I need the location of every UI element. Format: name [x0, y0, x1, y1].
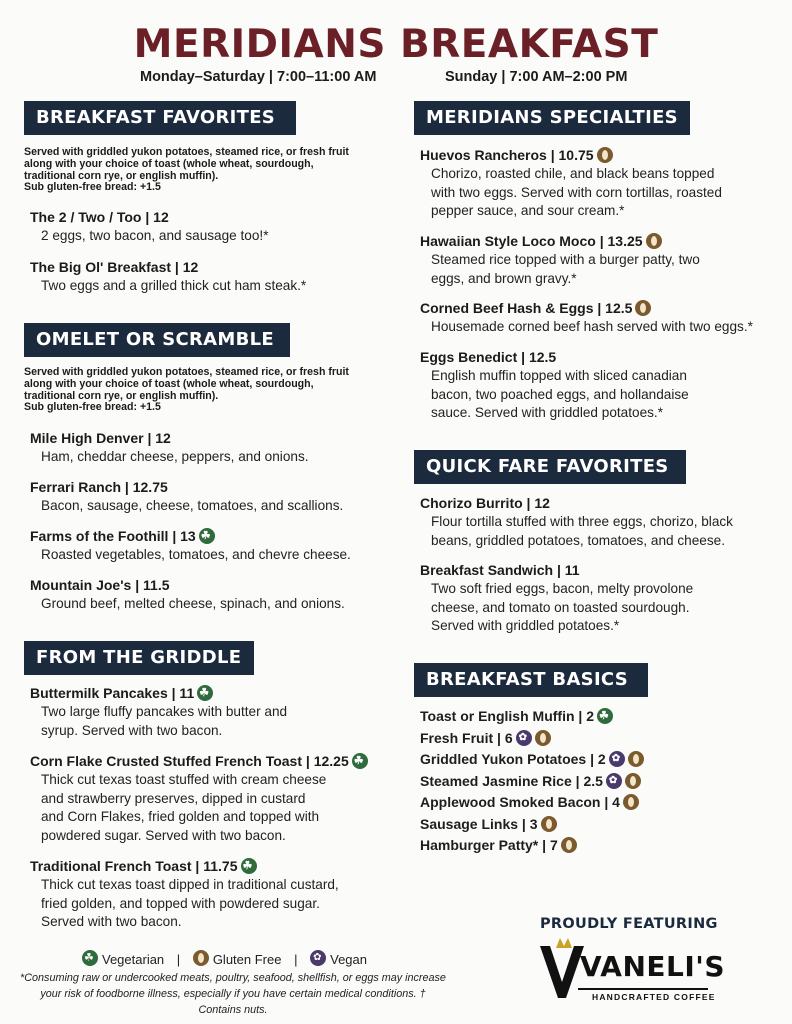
vegan-icon: [516, 730, 532, 746]
logo-wordmark: VANELI'S: [580, 950, 725, 983]
list-item: [420, 814, 644, 836]
menu-item-desc: English muffin topped with sliced canadian bacon, two poached eggs, and hollandaise sauce. Served with griddled potatoes.*: [431, 368, 689, 420]
section-heading-breakfast-favorites: BREAKFAST FAVORITES: [24, 101, 296, 135]
vegetarian-icon: [197, 685, 213, 701]
menu-item: [420, 493, 733, 550]
section-heading-quick-fare: QUICK FARE FAVORITES: [414, 450, 686, 484]
list-item-text: Applewood Smoked Bacon | 4: [420, 794, 620, 810]
menu-item-name: The Big Ol' Breakfast | 12: [30, 259, 199, 275]
list-item-text: Fresh Fruit | 6: [420, 729, 513, 746]
list-item-text: Toast or English Muffin | 2: [420, 708, 594, 724]
gluten-free-icon: [623, 794, 639, 810]
menu-item-name: Ferrari Ranch | 12.75: [30, 479, 168, 495]
menu-item-desc: Two large fluffy pancakes with butter and syrup. Served with two bacon.: [41, 704, 288, 738]
list-item-text: Hamburger Patty* | 7: [420, 837, 558, 853]
list-item: [420, 728, 644, 750]
vegetarian-icon: [199, 528, 215, 544]
gluten-free-icon: [193, 950, 209, 966]
list-item: [420, 792, 644, 814]
menu-item: [30, 477, 343, 516]
menu-item-name: [420, 298, 753, 318]
menu-item-desc: Housemade corned beef hash served with two eggs.*: [431, 319, 753, 334]
menu-item: [30, 856, 339, 932]
gluten-free-icon: [561, 837, 577, 853]
menu-item-name: [420, 145, 722, 165]
gluten-free-icon: [541, 816, 557, 832]
list-item: [420, 706, 644, 728]
legend-vegan: Vegan: [330, 952, 367, 968]
dietary-legend: [82, 950, 367, 967]
vegetarian-icon: [352, 753, 368, 769]
section-heading-griddle: FROM THE GRIDDLE: [24, 641, 254, 675]
menu-item-name: [30, 751, 368, 771]
proudly-featuring: PROUDLY FEATURING: [540, 916, 718, 932]
menu-item-desc: Bacon, sausage, cheese, tomatoes, and scallions.: [41, 498, 344, 513]
gluten-free-icon: [635, 300, 651, 316]
menu-item-name: [30, 683, 287, 703]
menu-item-desc: Flour tortilla stuffed with three eggs, chorizo, black beans, griddled potatoes, tomatoes, and cheese.: [431, 514, 733, 548]
legend-vegetarian: Vegetarian: [102, 952, 165, 968]
menu-item-name: [30, 856, 339, 876]
logo-crown-icon: [556, 938, 572, 948]
section-heading-specialties: MERIDIANS SPECIALTIES: [414, 101, 690, 135]
logo-subtitle: HANDCRAFTED COFFEE: [592, 992, 716, 1002]
section-intro: Served with griddled yukon potatoes, steamed rice, or fresh fruit along with your choice of toast (whole wheat, sourdough, traditional corn rye, or english muffin). Sub gluten-free bread: +1.5: [24, 146, 349, 194]
menu-item-name: Eggs Benedict | 12.5: [420, 349, 557, 365]
list-item-text: Sausage Links | 3: [420, 815, 538, 832]
menu-title: MERIDIANS BREAKFAST: [133, 22, 659, 67]
menu-item: [30, 526, 351, 565]
menu-item: [30, 257, 306, 296]
list-item: [420, 835, 644, 857]
basics-list: [420, 706, 644, 857]
list-item-text: Steamed Jasmine Rice | 2.5: [420, 772, 603, 789]
menu-item: [30, 575, 345, 614]
menu-item-name: Chorizo Burrito | 12: [420, 495, 550, 511]
vegetarian-icon: [597, 708, 613, 724]
menu-item: [420, 560, 693, 636]
menu-item: [30, 428, 309, 467]
menu-item-name-text: Corn Flake Crusted Stuffed French Toast | 12.25: [30, 753, 349, 769]
section-heading-basics: BREAKFAST BASICS: [414, 663, 648, 697]
menu-item-desc: Steamed rice topped with a burger patty, two eggs, and brown gravy.*: [431, 252, 700, 286]
menu-item: [30, 207, 268, 246]
menu-item-name-text: Traditional French Toast | 11.75: [30, 858, 238, 874]
menu-item-name-text: Hawaiian Style Loco Moco | 13.25: [420, 233, 643, 249]
menu-item-name: Breakfast Sandwich | 11: [420, 562, 580, 578]
menu-item: [30, 751, 368, 845]
hours-sunday: Sunday | 7:00 AM–2:00 PM: [445, 69, 628, 85]
vegetarian-icon: [241, 858, 257, 874]
menu-item-name-text: Farms of the Foothill | 13: [30, 528, 196, 544]
vegan-icon: [606, 773, 622, 789]
menu-item-name: Mile High Denver | 12: [30, 430, 171, 446]
menu-item-desc: Thick cut texas toast dipped in traditional custard, fried golden, and topped with powdered sugar. Served with two bacon.: [41, 877, 339, 929]
vegetarian-icon: [82, 950, 98, 966]
menu-item: [420, 347, 689, 423]
menu-item-desc: Roasted vegetables, tomatoes, and chevre cheese.: [41, 547, 351, 562]
section-intro: Served with griddled yukon potatoes, steamed rice, or fresh fruit along with your choice of toast (whole wheat, sourdough, traditional corn rye, or english muffin). Sub gluten-free bread: +1.5: [24, 366, 349, 414]
menu-item-name-text: Corned Beef Hash & Eggs | 12.5: [420, 300, 633, 316]
menu-item: [30, 683, 287, 740]
gluten-free-icon: [597, 147, 613, 163]
logo-v-mark: [540, 946, 584, 998]
menu-item-desc: Two soft fried eggs, bacon, melty provolone cheese, and tomato on toasted sourdough. Served with griddled potatoes.*: [431, 581, 694, 633]
health-footnote: *Consuming raw or undercooked meats, poultry, seafood, shellfish, or eggs may increase your risk of foodborne illness, especially if you have certain medical conditions. † Contains nuts.: [20, 972, 446, 1016]
menu-item-desc: Ground beef, melted cheese, spinach, and onions.: [41, 596, 345, 611]
vegan-icon: [310, 950, 326, 966]
list-item-text: Griddled Yukon Potatoes | 2: [420, 751, 606, 767]
menu-item-desc: Chorizo, roasted chile, and black beans topped with two eggs. Served with corn tortillas, roasted pepper sauce, and sour cream.*: [431, 166, 722, 218]
gluten-free-icon: [625, 773, 641, 789]
vegan-icon: [609, 751, 625, 767]
menu-item-name: Mountain Joe's | 11.5: [30, 577, 170, 593]
menu-item: [420, 145, 722, 221]
menu-item-desc: Ham, cheddar cheese, peppers, and onions.: [41, 449, 309, 464]
menu-item-name-text: Buttermilk Pancakes | 11: [30, 685, 195, 701]
logo-underline: [578, 988, 708, 990]
legend-separator: |: [294, 952, 298, 968]
menu-item-name: The 2 / Two / Too | 12: [30, 209, 169, 225]
gluten-free-icon: [628, 751, 644, 767]
legend-gluten-free: Gluten Free: [212, 952, 282, 968]
gluten-free-icon: [535, 730, 551, 746]
menu-item-desc: 2 eggs, two bacon, and sausage too!*: [41, 228, 269, 243]
list-item: [420, 771, 644, 793]
menu-item-name: [420, 231, 700, 251]
legend-separator: |: [176, 952, 181, 968]
menu-item: [420, 298, 753, 337]
menu-item-desc: Thick cut texas toast stuffed with cream cheese and strawberry preserves, dipped in custard and Corn Flakes, fried golden and topped with powdered sugar. Served with two bacon.: [41, 772, 327, 843]
menu-item-name-text: Huevos Rancheros | 10.75: [420, 147, 594, 163]
menu-item: [420, 231, 700, 288]
list-item: [420, 749, 644, 771]
menu-item-desc: Two eggs and a grilled thick cut ham steak.*: [41, 278, 307, 293]
menu-item-name: [30, 526, 351, 546]
gluten-free-icon: [646, 233, 662, 249]
section-heading-omelet: OMELET OR SCRAMBLE: [24, 323, 290, 357]
hours-weekday: Monday–Saturday | 7:00–11:00 AM: [140, 69, 377, 85]
